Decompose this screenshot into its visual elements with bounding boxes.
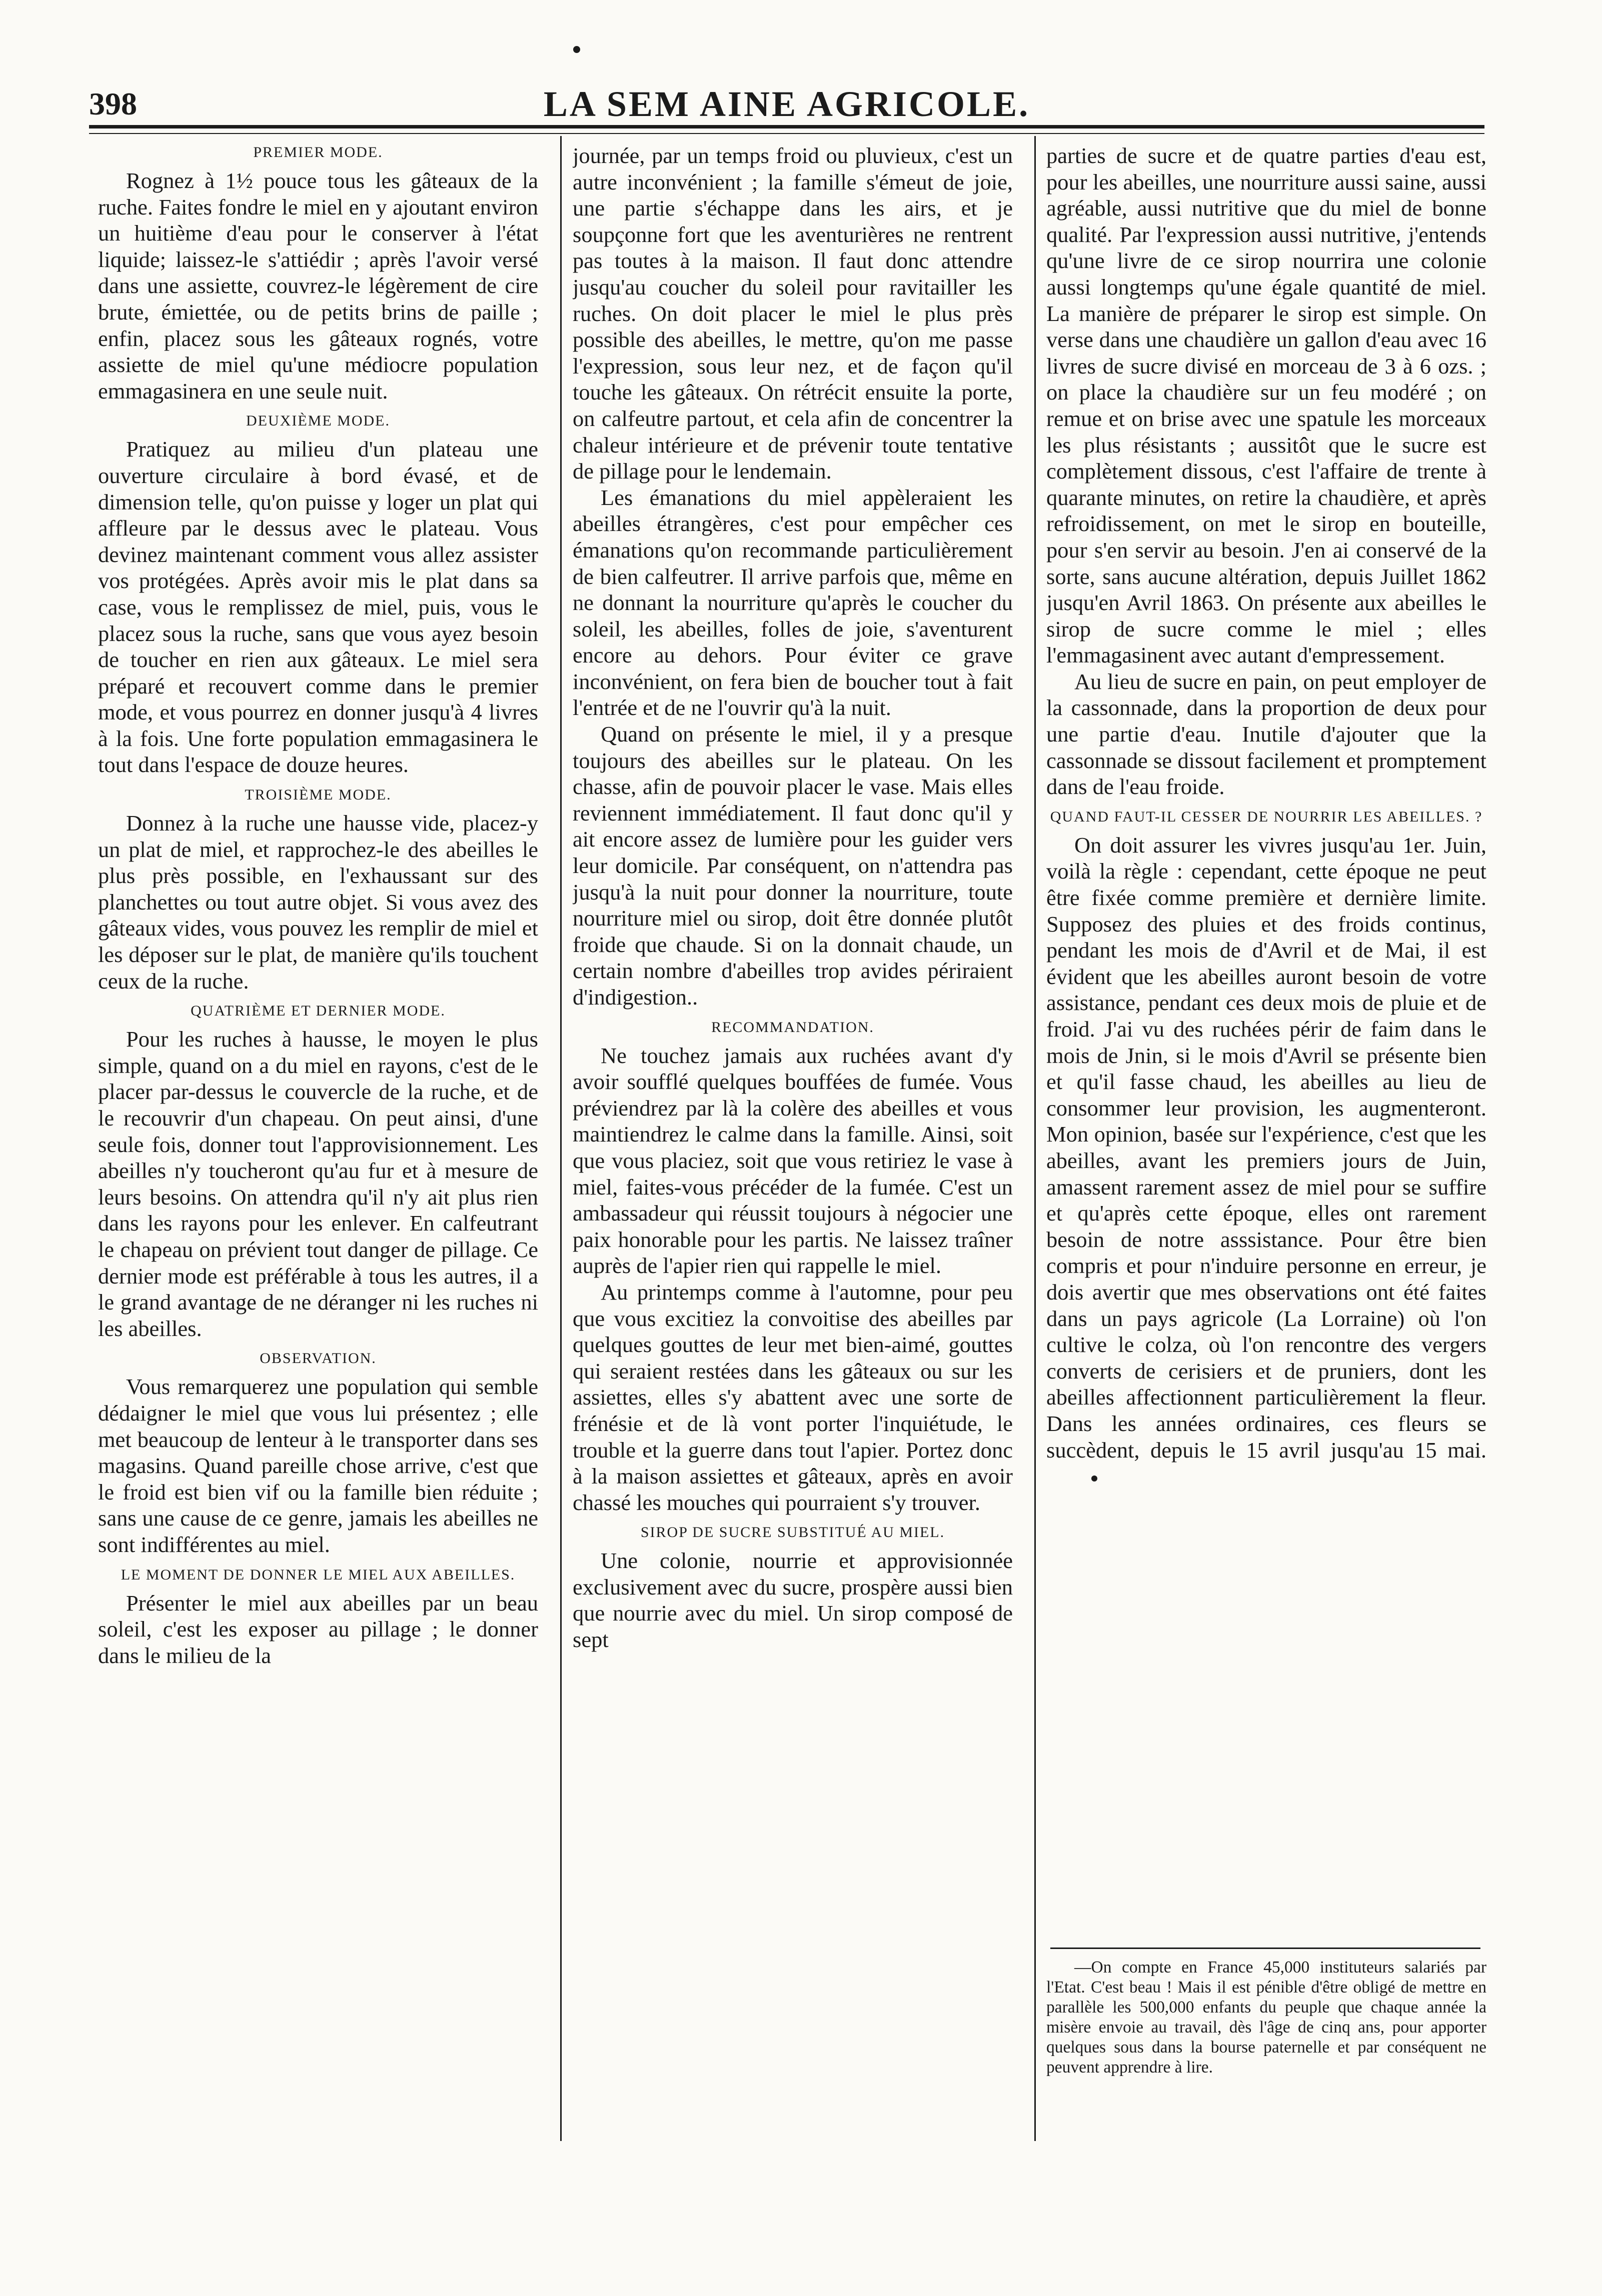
column-3 bbox=[1046, 142, 1486, 2148]
footnote-rule bbox=[1050, 1948, 1480, 1949]
section-heading: PREMIER MODE. bbox=[253, 144, 383, 160]
paragraph: On doit assurer les vivres jusqu'au 1er. Juin, voilà la règle : cependant, cette époque ne peut être fixée comme première et dernière limite. Supposez des pluies et des froids continus, pendant les mois de d'Avril et de Mai, il est évident que les abeilles auront besoin de votre assistance, pendant ces deux mois de pluie et de froid. J'ai vu des ruchées périr de faim dans le mois de Jnin, si le mois d'Avril se présente bien et qu'il fasse chaud, les abeilles au lieu de consommer leur provision, les augmenteront. Mon opinion, basée sur l'expérience, c'est que les abeilles, avant les premiers jours de Juin, amassent rarement assez de miel pour se suffire et qu'après cette époque, elles ont rarement besoin de notre asssistance. Pour être bien compris et pour n'induire personne en erreur, je dois avertir que mes observations ont été faites dans un pays agricole (La Lorraine) où l'on cultive le colza, où l'on rencontre des vergers converts de cerisiers et de pruniers, dont les abeilles affectionnent particulièrement la fleur. Dans les années ordinaires, ces fleurs se succèdent, depuis le 15 avril jusqu'au 15 mai. bbox=[1046, 832, 1486, 1490]
paragraph: Ne touchez jamais aux ruchées avant d'y avoir soufflé quelques bouffées de fumée. Vous préviendrez par là la colère des abeilles et vous maintiendrez le calme dans la famille. Ainsi, soit que vous placiez, soit que vous retiriez le vase à miel, faites-vous précéder de la fumée. C'est un ambassadeur qui réussit toujours à négocier une paix honorable pour les partis. Ne laissez traîner auprès de l'apier rien qui rappelle le miel. bbox=[573, 1042, 1013, 1278]
header-rule-thick bbox=[89, 125, 1484, 128]
paragraph: Rognez à 1½ pouce tous les gâteaux de la ruche. Faites fondre le miel en y ajoutant environ un huitième d'eau pour le conserver à l'état liquide; laissez-le s'attiédir ; après l'avoir versé dans une assiette, couvrez-le légèrement de cire brute, émiettée, ou de petits brins de paille ; enfin, placez sous les gâteaux rognés, votre assiette de miel qu'une médiocre population emmagasinera en une seule nuit. bbox=[98, 168, 538, 404]
paragraph: Donnez à la ruche une hausse vide, placez-y un plat de miel, et rapprochez-le des abeilles le plus près possible, en l'exhaussant sur des planchettes ou tout autre objet. Si vous avez des gâteaux vides, vous pouvez les remplir de miel et les déposer sur le plat, de manière qu'ils touchent ceux de la ruche. bbox=[98, 810, 538, 994]
paragraph: Quand on présente le miel, il y a presque toujours des abeilles sur le plateau. On les chasse, afin de pouvoir placer le vase. Mais elles reviennent immédiatement. Il faut donc qu'il y ait encore assez de lumière pour les guider vers leur domicile. Par conséquent, on n'attendra pas jusqu'à la nuit pour donner la nourriture, toute nourriture miel ou sirop, doit être donnée plutôt froide que chaude. Si on la donnait chaude, un certain nombre d'abeilles trop avides périraient d'indigestion.. bbox=[573, 722, 1013, 1010]
column-2 bbox=[573, 142, 1013, 2148]
paragraph: Au printemps comme à l'automne, pour peu que vous excitiez la convoitise des abeilles par quelques gouttes de leur met bien-aimé, gouttes qui seraient restées dans les gâteaux ou sur les assiettes, elles s'y abattent avec une sorte de frénésie et de là vont porter l'inquiétude, le trouble et la guerre dans tout l'apier. Portez donc à la maison assiettes et gâteaux, après en avoir chassé les mouches qui pourraient s'y trouver. bbox=[573, 1279, 1013, 1515]
paragraph: Présenter le miel aux abeilles par un beau soleil, c'est les exposer au pillage ; le donner dans le milieu de la bbox=[98, 1590, 538, 1668]
column-separator-1 bbox=[560, 136, 562, 2141]
section-heading: OBSERVATION. bbox=[260, 1350, 377, 1367]
footnote bbox=[1046, 1958, 1486, 2078]
page-mark-dot bbox=[573, 46, 580, 53]
section-heading: TROISIÈME MODE. bbox=[245, 786, 392, 804]
page-number: 398 bbox=[89, 86, 137, 122]
paragraph: Pour les ruches à hausse, le moyen le plus simple, quand on a du miel en rayons, c'est de le placer par-dessus le couvercle de la ruche, et de le recouvrir d'un chapeau. On peut ainsi, d'une seule fois, donner tout l'approvisionnement. Les abeilles n'y toucheront qu'au fur et à mesure de leurs besoins. On attendra qu'il n'y ait plus rien dans les rayons pour les enlever. En calfeutrant le chapeau on prévient tout danger de pillage. Ce dernier mode est préférable à tous les autres, il a le grand avantage de ne déranger ni les ruches ni les abeilles. bbox=[98, 1026, 538, 1341]
section-heading: DEUXIÈME MODE. bbox=[246, 412, 390, 430]
end-mark-dot bbox=[1091, 1476, 1097, 1482]
paragraph: Les émanations du miel appèleraient les abeilles étrangères, c'est pour empêcher ces émanations qu'on recommande particulièrement de bien calfeutrer. Il arrive parfois que, même en ne donnant la nourriture qu'après le coucher du soleil, les abeilles, folles de joie, s'aventurent encore au dehors. Pour éviter ce grave inconvénient, on fera bien de boucher tout à fait l'entrée et de ne l'ouvrir qu'à la nuit. bbox=[573, 484, 1013, 720]
journal-title: LA SEM AINE AGRICOLE. bbox=[543, 84, 1030, 124]
column-1 bbox=[98, 142, 538, 2148]
section-heading: QUATRIÈME ET DERNIER MODE. bbox=[191, 1002, 446, 1020]
paragraph: journée, par un temps froid ou pluvieux, c'est un autre inconvénient ; la famille s'émeut de joie, une partie s'échappe dans les airs, et je soupçonne fort que les aventurières ne rentrent pas toutes à la maison. Il faut donc attendre jusqu'au coucher du soleil pour ravitailler les ruches. On doit placer le miel le plus près possible des abeilles, le mettre, qu'on me passe l'expression, sous leur nez, et de façon qu'il touche les gâteaux. On rétrécit ensuite la porte, on calfeutre partout, et cela afin de concentrer la chaleur intérieure et de prévenir toute tentative de pillage pour le lendemain. bbox=[573, 143, 1013, 484]
header-rule-thin bbox=[89, 133, 1484, 134]
section-heading: RECOMMANDATION. bbox=[711, 1018, 874, 1036]
paragraph: Au lieu de sucre en pain, on peut employer de la cassonnade, dans la proportion de deux pour une partie d'eau. Inutile d'ajouter que la cassonnade se dissout facilement et promptement dans de l'eau froide. bbox=[1046, 668, 1486, 800]
footnote-text: —On compte en France 45,000 instituteurs salariés par l'Etat. C'est beau ! Mais il est pénible d'être obligé de mettre en parallèle les 500,000 enfants du peuple que chaque année la misère envoie au travail, dès l'âge de cinq ans, pour apporter quelques sous dans la bourse paternelle et par conséquent ne peuvent apprendre à lire. bbox=[1046, 1958, 1486, 2076]
paragraph: Pratiquez au milieu d'un plateau une ouverture circulaire à bord évasé, et de dimension telle, qu'on puisse y loger un plat qui affleure par le dessus avec le plateau. Vous devinez maintenant comment vous allez assister vos protégées. Après avoir mis le plat dans sa case, vous le remplissez de miel, puis, vous le placez sous la ruche, sans que vous ayez besoin de toucher en rien aux gâteaux. Le miel sera préparé et recouvert comme dans le premier mode, et vous pourrez en donner jusqu'à 4 livres à la fois. Une forte population emmagasinera le tout dans l'espace de douze heures. bbox=[98, 436, 538, 778]
paragraph: Une colonie, nourrie et approvisionnée exclusivement avec du sucre, prospère aussi bien que nourrie avec du miel. Un sirop composé de sept bbox=[573, 1548, 1013, 1652]
section-heading: LE MOMENT DE DONNER LE MIEL AUX ABEILLES. bbox=[121, 1566, 516, 1583]
column-separator-2 bbox=[1034, 136, 1036, 2141]
section-heading: SIROP DE SUCRE SUBSTITUÉ AU MIEL. bbox=[640, 1524, 945, 1541]
paragraph: Vous remarquerez une population qui semble dédaigner le miel que vous lui présentez ; elle met beaucoup de lenteur à le transporter dans ses magasins. Quand pareille chose arrive, c'est que le froid est bien vif ou la famille bien réduite ; sans une cause de ce genre, jamais les abeilles ne sont indifférentes au miel. bbox=[98, 1374, 538, 1557]
section-heading: QUAND FAUT-IL CESSER DE NOURRIR LES ABEILLES. ? bbox=[1050, 808, 1483, 825]
paragraph: parties de sucre et de quatre parties d'eau est, pour les abeilles, une nourriture aussi saine, aussi agréable, aussi nutritive que du miel de bonne qualité. Par l'expression aussi nutritive, j'entends qu'une livre de ce sirop nourrira une colonie aussi longtemps qu'une égale quantité de miel. La manière de préparer le sirop est simple. On verse dans une chaudière un gallon d'eau avec 16 livres de sucre divisé en morceau de 3 à 6 ozs. ; on place la chaudière sur un feu modéré ; on remue et on brise avec une spatule les morceaux les plus résistants ; aussitôt que le sucre est complètement dissous, c'est l'affaire de trente à quarante minutes, on retire la chaudière, et après refroidissement, on met le sirop en bouteille, pour s'en servir au besoin. J'en ai conservé de la sorte, sans aucune altération, depuis Juillet 1862 jusqu'en Avril 1863. On présente aux abeilles le sirop de sucre comme le miel ; elles l'emmagasinent avec autant d'empressement. bbox=[1046, 143, 1486, 668]
page-header bbox=[89, 84, 1484, 129]
